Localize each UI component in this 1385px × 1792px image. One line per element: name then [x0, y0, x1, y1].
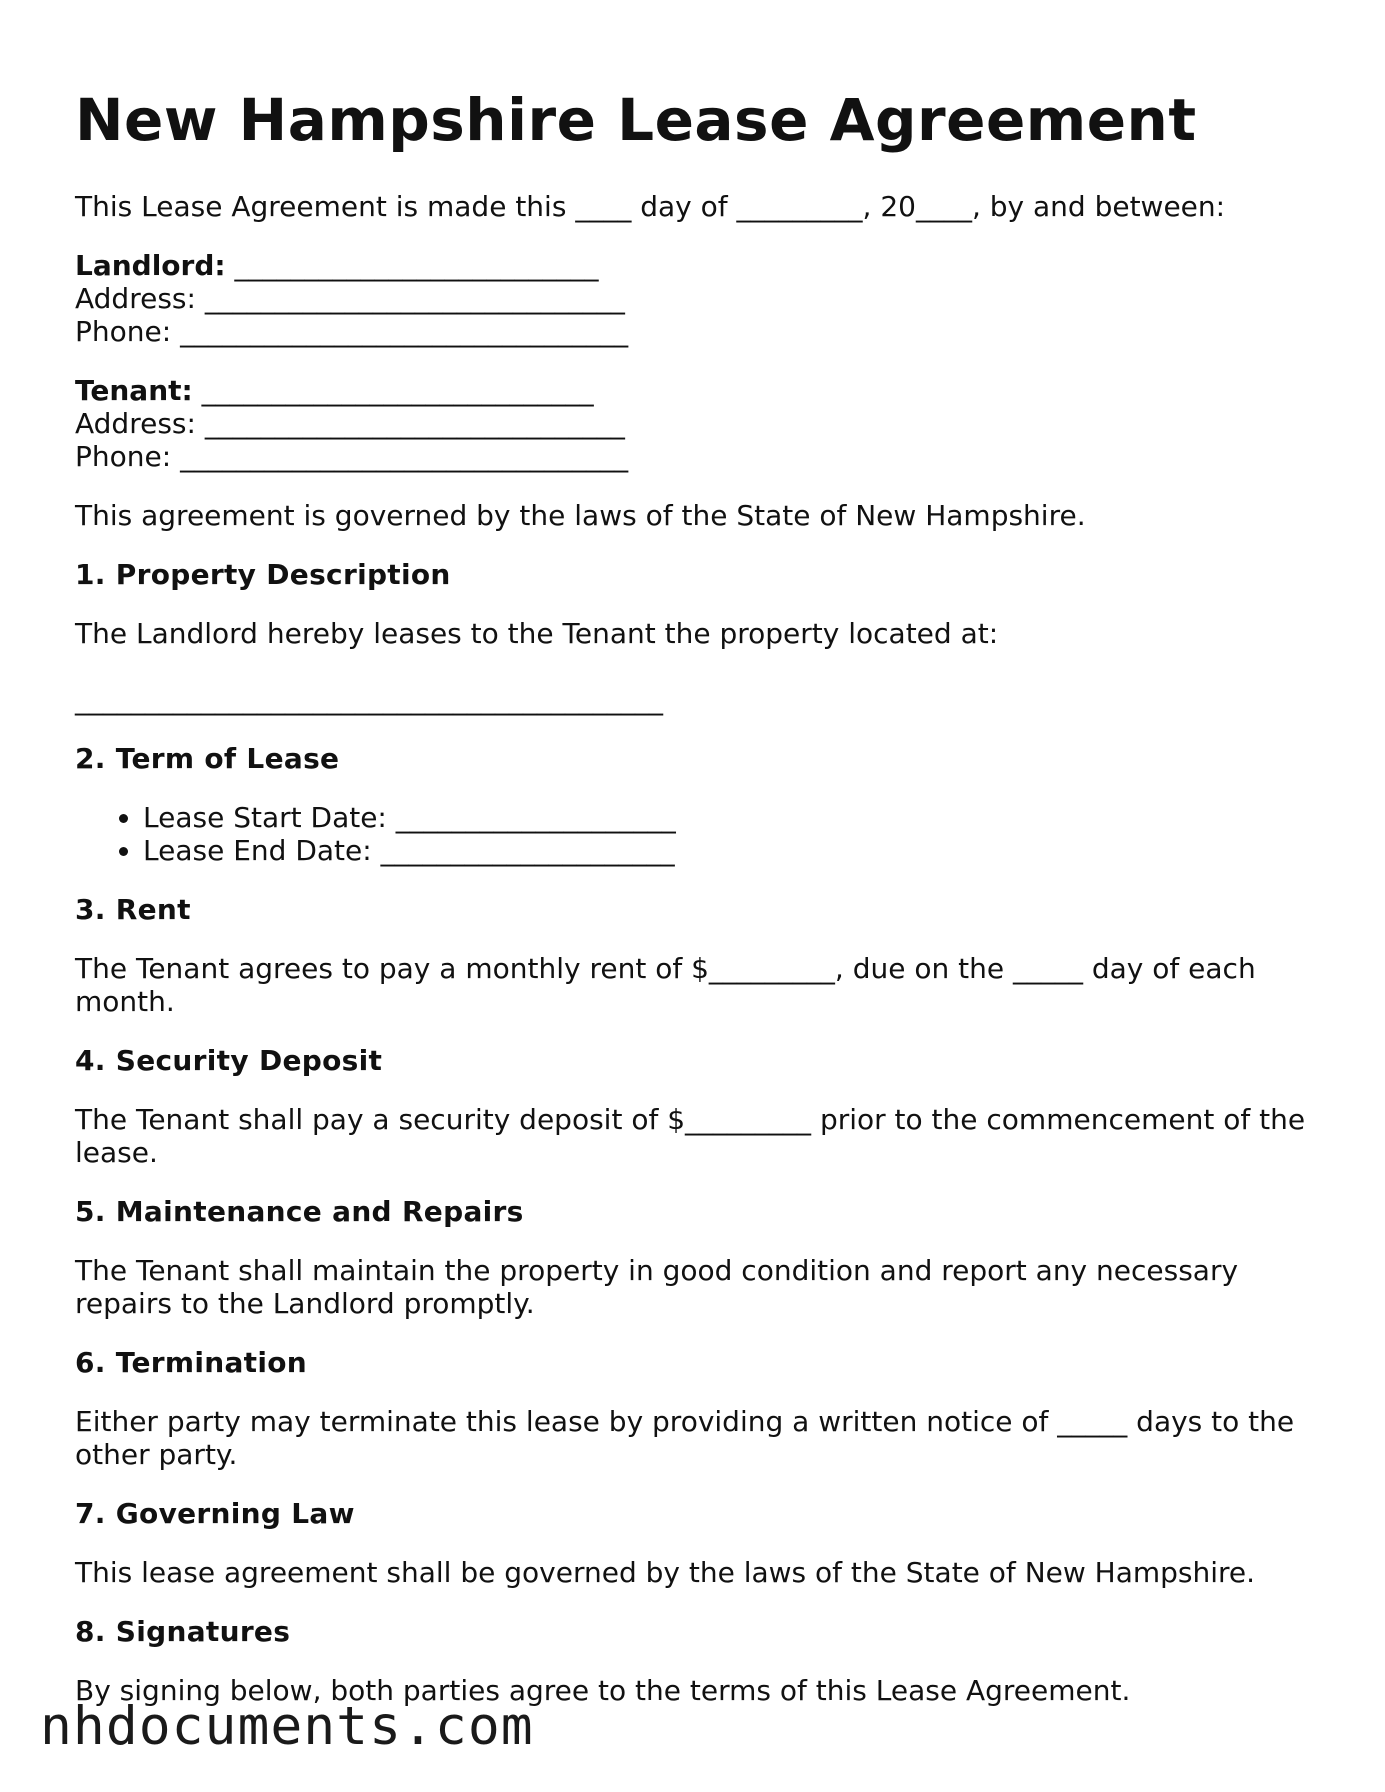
signatures-text: By signing below, both parties agree to the terms of this Lease Agreement. [75, 1674, 1131, 1707]
tenant-name-blank: ____________________________ [201, 374, 594, 407]
rent-text: The Tenant agrees to pay a monthly rent of $_________, due on the _____ day of each month. [75, 952, 1256, 1018]
section-heading-property: 1. Property Description [75, 558, 451, 591]
section-heading-deposit: 4. Security Deposit [75, 1044, 383, 1077]
law-text: This lease agreement shall be governed by the laws of the State of New Hampshire. [75, 1556, 1256, 1589]
deposit-text: The Tenant shall pay a security deposit of $_________ prior to the commencement of the lease. [75, 1103, 1306, 1169]
section-heading-termination: 6. Termination [75, 1346, 308, 1379]
lease-end-date-item: • Lease End Date: _____________________ [143, 834, 1325, 867]
lease-start-date-item: • Lease Start Date: ____________________ [143, 801, 1325, 834]
tenant-block [75, 374, 1325, 473]
tenant-name-line [75, 374, 1325, 407]
governed-paragraph: This agreement is governed by the laws of the State of New Hampshire. [75, 499, 1086, 532]
landlord-name-blank: __________________________ [234, 249, 599, 282]
maintenance-text: The Tenant shall maintain the property in good condition and report any necessary repairs to the Landlord promptly. [75, 1254, 1239, 1320]
section-heading-signatures: 8. Signatures [75, 1615, 291, 1648]
document-title: New Hampshire Lease Agreement [75, 86, 1197, 154]
document-page [75, 88, 1325, 1707]
tenant-label: Tenant: [75, 374, 193, 407]
landlord-name-line [75, 249, 1325, 282]
term-list [75, 801, 1325, 867]
termination-text: Either party may terminate this lease by providing a written notice of _____ days to the other party. [75, 1405, 1295, 1471]
section-heading-term: 2. Term of Lease [75, 742, 340, 775]
property-address-blank: __________________________________________ [75, 683, 663, 716]
tenant-phone-line: Phone: ________________________________ [75, 440, 629, 473]
site-watermark: nhdocuments.com [40, 1696, 534, 1757]
landlord-address-line: Address: ______________________________ [75, 282, 625, 315]
section-heading-rent: 3. Rent [75, 893, 191, 926]
landlord-phone-line: Phone: ________________________________ [75, 315, 629, 348]
landlord-label: Landlord: [75, 249, 226, 282]
property-text: The Landlord hereby leases to the Tenant the property located at: [75, 617, 999, 650]
landlord-block [75, 249, 1325, 348]
intro-paragraph: This Lease Agreement is made this ____ day of _________, 20____, by and between: [75, 190, 1226, 223]
section-heading-maintenance: 5. Maintenance and Repairs [75, 1195, 524, 1228]
tenant-address-line: Address: ______________________________ [75, 407, 625, 440]
section-heading-law: 7. Governing Law [75, 1497, 355, 1530]
